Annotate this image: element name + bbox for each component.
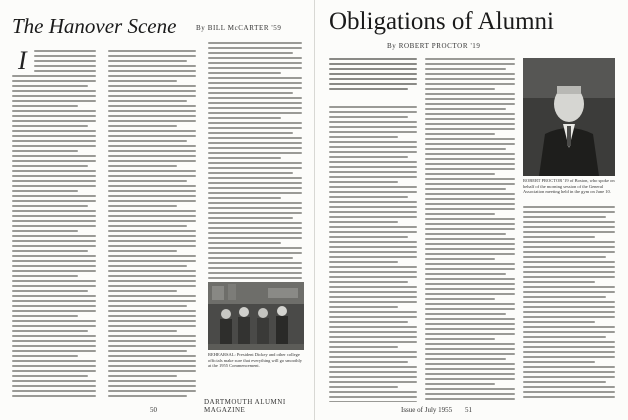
rehearsal-photo xyxy=(208,282,304,350)
left-page-title: The Hanover Scene xyxy=(12,14,177,38)
left-column-3 xyxy=(208,42,302,282)
magazine-footer: DARTMOUTH ALUMNI MAGAZINE xyxy=(204,398,286,414)
intro-note xyxy=(329,58,417,98)
right-page-number: 51 xyxy=(465,406,472,414)
right-page xyxy=(315,0,628,420)
left-page-byline: By BILL McCARTER '59 xyxy=(196,24,282,32)
drop-cap: I xyxy=(18,46,27,75)
left-page-number: 50 xyxy=(150,406,157,414)
photo-caption: REHEARSAL: President Dickey and other college officials make sure that everything will go smoothly at the 1955 Commencement. xyxy=(208,352,303,368)
portrait-caption: ROBERT PROCTOR '19 of Boston, who spoke on behalf of the morning session of the General Association meeting held in the gym on June 10. xyxy=(523,178,615,194)
right-column-2 xyxy=(425,58,515,402)
portrait-photo xyxy=(523,58,615,176)
right-page-byline: By ROBERT PROCTOR '19 xyxy=(387,42,481,50)
left-column-1 xyxy=(12,46,96,400)
right-page-title: Obligations of Alumni xyxy=(329,8,554,35)
right-column-1 xyxy=(329,106,417,402)
issue-footer: Issue of July 1955 xyxy=(401,406,453,414)
left-column-2 xyxy=(108,50,196,400)
right-column-3 xyxy=(523,206,615,402)
